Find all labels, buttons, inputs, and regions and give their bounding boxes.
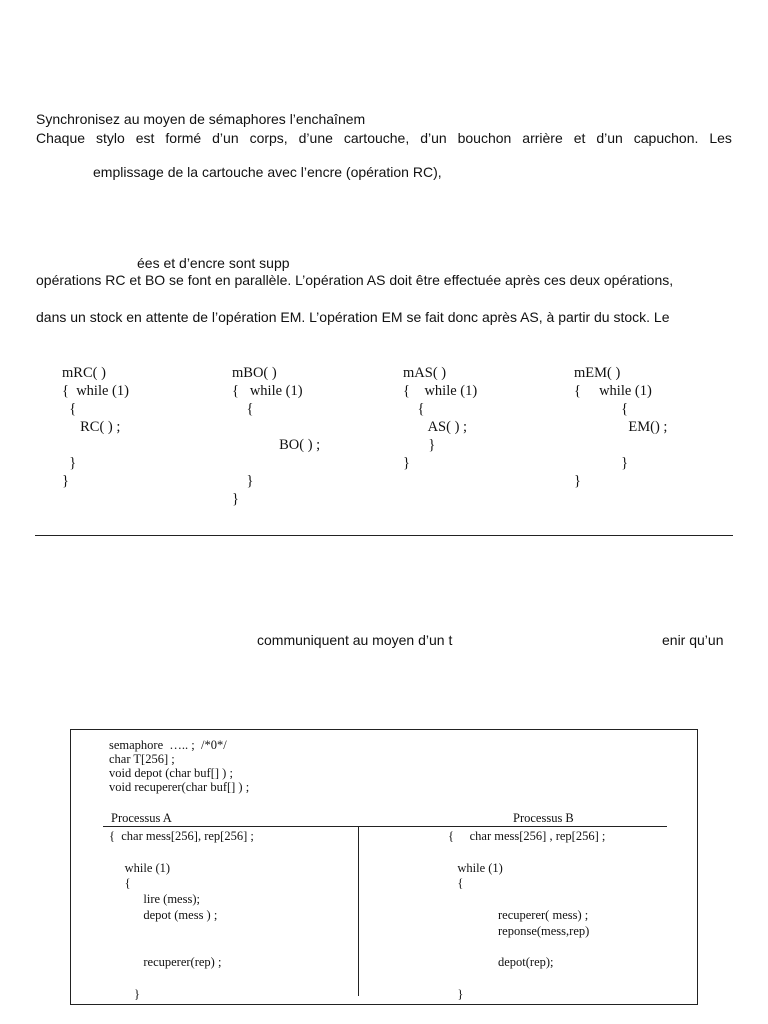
code-line: RC( ) ;: [62, 419, 121, 435]
text-line-6: dans un stock en attente de l’opération EM. L’opération EM se fait donc après AS, à partir du stock. Le: [36, 309, 670, 325]
code-line: char T[256] ;: [109, 752, 175, 766]
process-a-code: [109, 829, 254, 1003]
code-mas: [403, 364, 477, 472]
code-line: AS( ) ;: [403, 419, 468, 435]
code-line: }: [232, 473, 254, 489]
word: formé: [165, 130, 202, 146]
code-line: {: [232, 401, 254, 417]
code-line: [448, 940, 605, 956]
word: cartouche,: [343, 130, 410, 146]
code-line: mBO( ): [232, 365, 277, 381]
code-line: while (1): [448, 860, 503, 875]
code-line: [232, 454, 320, 472]
code-line: depot(rep);: [448, 955, 554, 970]
code-line: {: [62, 401, 77, 417]
text-line-7b: enir qu’un: [662, 632, 724, 648]
word: d’un: [212, 130, 239, 146]
code-line: {: [109, 876, 131, 891]
word: Les: [709, 130, 732, 146]
code-line: mRC( ): [62, 365, 106, 381]
word: corps,: [249, 130, 288, 146]
text-line-2: [36, 130, 732, 146]
code-line: while (1): [109, 860, 171, 875]
code-line: [62, 436, 129, 454]
code-line: }: [109, 986, 140, 1001]
text-line-7a: communiquent au moyen d’un t: [257, 632, 453, 648]
word: capuchon.: [633, 130, 699, 146]
code-line: [109, 845, 254, 861]
code-line: { char mess[256], rep[256] ;: [109, 829, 254, 843]
word: stylo: [96, 130, 125, 146]
code-line: BO( ) ;: [232, 437, 321, 453]
code-line: }: [232, 491, 239, 507]
process-a-title: Processus A: [111, 811, 172, 825]
text-line-4: ées et d’encre sont supp: [137, 255, 290, 271]
code-line: mEM( ): [574, 365, 621, 381]
code-line: recuperer(rep) ;: [109, 955, 222, 970]
code-line: }: [62, 473, 69, 489]
code-line: {: [448, 876, 464, 891]
code-line: mAS( ): [403, 365, 447, 381]
horizontal-divider: [35, 535, 733, 536]
code-line: [574, 436, 667, 454]
code-line: void depot (char buf[] ) ;: [109, 766, 233, 780]
code-line: depot (mess ) ;: [109, 907, 218, 922]
word: bouchon: [457, 130, 512, 146]
word: d’une: [298, 130, 333, 146]
process-b-title: Processus B: [513, 811, 574, 825]
code-mrc: [62, 364, 129, 490]
code-line: }: [403, 455, 410, 471]
code-line: {: [574, 401, 629, 417]
box-separator: [103, 826, 667, 827]
word: et: [573, 130, 586, 146]
box-column-divider: [358, 826, 359, 996]
code-mem: [574, 364, 667, 490]
code-line: { while (1): [403, 383, 478, 399]
code-line: [448, 845, 605, 861]
code-line: [109, 971, 254, 987]
code-line: [448, 892, 605, 908]
code-line: [109, 940, 254, 956]
code-line: { while (1): [62, 383, 129, 399]
process-code-box: [70, 729, 698, 1005]
code-line: {: [403, 401, 425, 417]
word: Chaque: [36, 130, 86, 146]
code-line: { char mess[256] , rep[256] ;: [448, 829, 606, 843]
code-line: semaphore ….. ; /*0*/: [109, 738, 227, 752]
code-line: }: [62, 455, 77, 471]
word: d’un: [596, 130, 623, 146]
code-mbo: [232, 364, 320, 508]
code-line: EM() ;: [574, 419, 668, 435]
code-line: { while (1): [232, 383, 303, 399]
code-line: }: [574, 473, 581, 489]
word: d’un: [420, 130, 447, 146]
word: est: [135, 130, 155, 146]
box-header-code: [109, 738, 249, 794]
code-line: }: [403, 437, 436, 453]
text-line-5: opérations RC et BO se font en parallèle. L’opération AS doit être effectuée après ces deux opérations,: [36, 272, 674, 288]
code-line: }: [574, 455, 629, 471]
code-line: [232, 418, 320, 436]
code-line: [448, 971, 605, 987]
text-line-3: emplissage de la cartouche avec l’encre (opération RC),: [93, 164, 442, 180]
text-line-1: Synchronisez au moyen de sémaphores l’enchaînem: [36, 111, 366, 127]
code-line: { while (1): [574, 383, 652, 399]
code-line: lire (mess);: [109, 892, 200, 907]
code-line: void recuperer(char buf[] ) ;: [109, 780, 250, 794]
code-line: recuperer( mess) ;: [448, 907, 589, 922]
code-line: }: [448, 986, 464, 1001]
process-b-code: [448, 829, 605, 1003]
code-line: [109, 924, 254, 940]
word: arrière: [522, 130, 563, 146]
code-line: reponse(mess,rep): [448, 923, 590, 938]
